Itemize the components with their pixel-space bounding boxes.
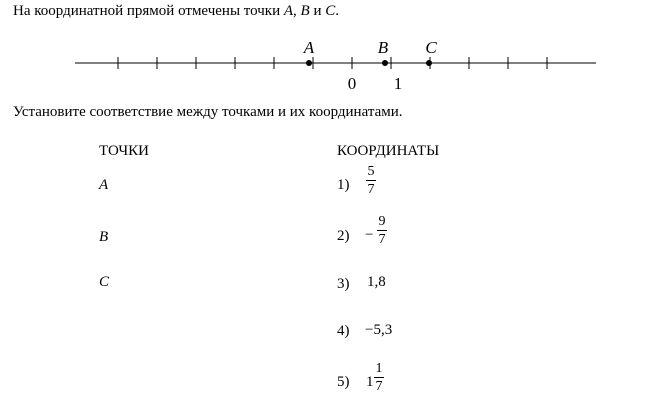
number-line [0,0,653,100]
point-b-dot [382,60,388,66]
point-b-label: B [377,38,389,57]
fraction-bar [374,377,384,378]
coord-sign-2: − [365,227,374,243]
tick-label-zero: 0 [347,74,357,93]
point-a-dot [306,60,312,66]
intro-point-a: A [283,3,294,19]
coord-fraction-2 [377,214,387,247]
intro-text: На координатной прямой отмечены точки [13,3,281,19]
coord-whole-5: 1 [366,374,374,390]
intro-period: . [335,3,339,19]
point-item-a: A [99,177,109,193]
point-item-b: B [99,229,109,245]
coordinates-header: КООРДИНАТЫ [337,143,440,159]
fraction-bar [377,230,387,231]
coord-fraction-1 [366,164,376,197]
points-header: ТОЧКИ [99,143,150,159]
tick-label-one: 1 [393,74,403,93]
numerator: 1 [375,361,383,376]
intro-point-c: C [325,3,336,19]
coord-value-3: 1,8 [367,274,386,290]
denominator: 7 [367,182,375,197]
point-a-label: A [303,38,315,57]
point-c-label: C [425,38,437,57]
coord-number-3: 3) [337,276,350,292]
coord-value-4: −5,3 [365,322,393,338]
intro-point-b: B [300,3,310,19]
denominator: 7 [375,379,383,394]
point-item-c: C [99,274,110,290]
fraction-bar [366,180,376,181]
intro-and: и [313,3,322,19]
numerator: 5 [367,164,375,179]
point-c-dot [426,60,432,66]
coord-fraction-5 [374,361,384,394]
denominator: 7 [378,232,386,247]
coord-number-2: 2) [337,228,350,244]
task-sentence: Установите соответствие между точками и их координатами. [13,104,403,120]
coord-number-4: 4) [337,323,350,339]
coord-number-1: 1) [337,177,350,193]
numerator: 9 [378,214,386,229]
intro-comma: , [293,3,297,19]
coord-number-5: 5) [337,374,350,390]
